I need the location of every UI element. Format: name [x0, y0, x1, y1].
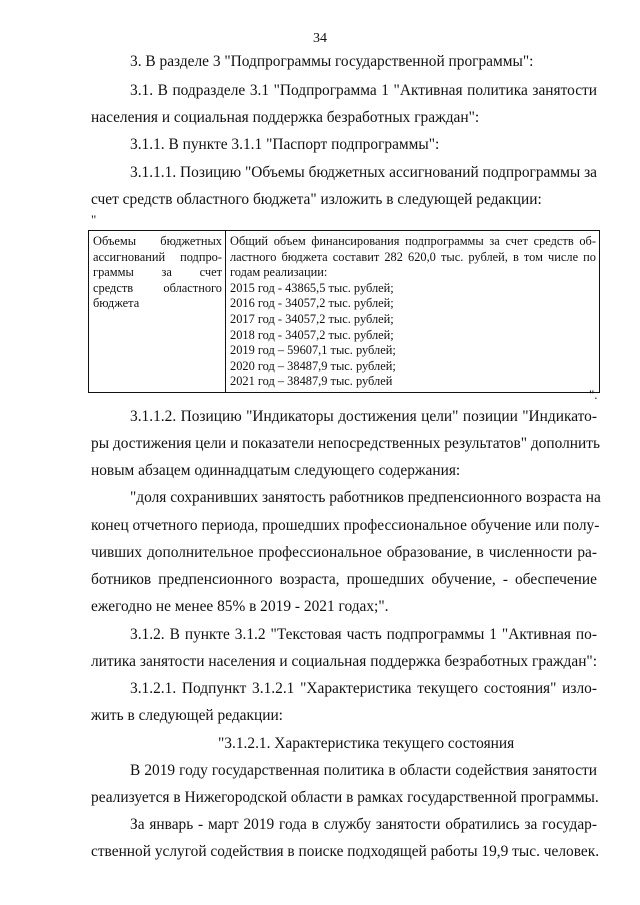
table-value-cell — [226, 231, 600, 393]
cell-line: Общий объем финансирования подпрограммы за счет средств об- — [230, 234, 596, 248]
paragraph-line: конец отчетного периода, прошедших профессиональное обучение или полу- — [91, 517, 600, 534]
paragraph-line: счет средств областного бюджета" изложить в следующей редакции: — [91, 191, 542, 208]
cell-line: средств областного — [93, 280, 222, 295]
paragraph-line: ботников предпенсионного возраста, прошедших обучение, - обеспечение — [91, 571, 597, 588]
paragraph-line: За январь - март 2019 года в службу занятости обратились за государ- — [130, 816, 597, 833]
paragraph-line: 3.1.1. В пункте 3.1.1 "Паспорт подпрограммы": — [130, 136, 440, 153]
cell-line: ассигнований подпро- — [93, 249, 222, 264]
paragraph-line: ежегодно не менее 85% в 2019 - 2021 годах;". — [91, 598, 389, 615]
page-number: 34 — [313, 31, 327, 46]
paragraph-line: ры достижения цели и показатели непосредственных результатов" дополнить — [91, 435, 601, 452]
paragraph-line: литика занятости населения и социальная поддержка безработных граждан": — [91, 653, 597, 670]
paragraph-line: 3. В разделе 3 "Подпрограммы государственной программы": — [130, 53, 534, 70]
paragraph-line: населения и социальная поддержка безработных граждан": — [91, 109, 480, 126]
paragraph-line: "доля сохранивших занятость работников предпенсионного возраста на — [130, 489, 601, 506]
cell-line: Объемы бюджетных — [93, 234, 222, 248]
cell-line: 2019 год – 59607,1 тыс. рублей; — [230, 343, 396, 358]
cell-line: граммы за счет — [93, 265, 222, 280]
paragraph-line: 3.1.1.2. Позицию "Индикаторы достижения цели" позиции "Индикато- — [130, 408, 597, 425]
cell-line: 2017 год - 34057,2 тыс. рублей; — [230, 311, 394, 326]
cell-line: 2015 год - 43865,5 тыс. рублей; — [230, 280, 394, 295]
paragraph-line: В 2019 году государственная политика в области содействия занятости — [130, 762, 597, 779]
cell-line: годам реализации: — [230, 265, 328, 280]
quote-open-mark: " — [91, 212, 97, 227]
quote-close-mark: ". — [589, 387, 598, 402]
paragraph-line: жить в следующей редакции: — [91, 707, 283, 724]
cell-line: 2020 год – 38487,9 тыс. рублей; — [230, 358, 396, 373]
cell-line: 2021 год – 38487,9 тыс. рублей — [230, 374, 393, 389]
cell-line: бюджета — [93, 296, 140, 311]
paragraph-line: новым абзацем одиннадцатым следующего содержания: — [91, 462, 461, 479]
paragraph-line: 3.1.1.1. Позицию "Объемы бюджетных ассигнований подпрограммы за — [130, 164, 597, 181]
paragraph-line: ственной услугой содействия в поиске подходящей работы 19,9 тыс. человек. — [91, 843, 600, 860]
section-heading: "3.1.2.1. Характеристика текущего состояния — [218, 735, 515, 752]
cell-line: ластного бюджета составит 282 620,0 тыс. рублей, в том числе по — [230, 249, 596, 264]
paragraph-line: 3.1. В подразделе 3.1 "Подпрограмма 1 "Активная политика занятости — [130, 82, 597, 99]
paragraph-line: чивших дополнительное профессиональное образование, в численности ра- — [91, 544, 597, 561]
cell-line: 2018 год - 34057,2 тыс. рублей; — [230, 327, 394, 342]
table-position-cell — [89, 231, 226, 393]
paragraph-line: 3.1.2. В пункте 3.1.2 "Текстовая часть подпрограммы 1 "Активная по- — [130, 626, 597, 643]
paragraph-line: реализуется в Нижегородской области в рамках государственной программы. — [91, 789, 599, 806]
budget-table — [88, 230, 600, 393]
cell-line: 2016 год - 34057,2 тыс. рублей; — [230, 296, 394, 311]
paragraph-line: 3.1.2.1. Подпункт 3.1.2.1 "Характеристика текущего состояния" изло- — [130, 680, 597, 697]
